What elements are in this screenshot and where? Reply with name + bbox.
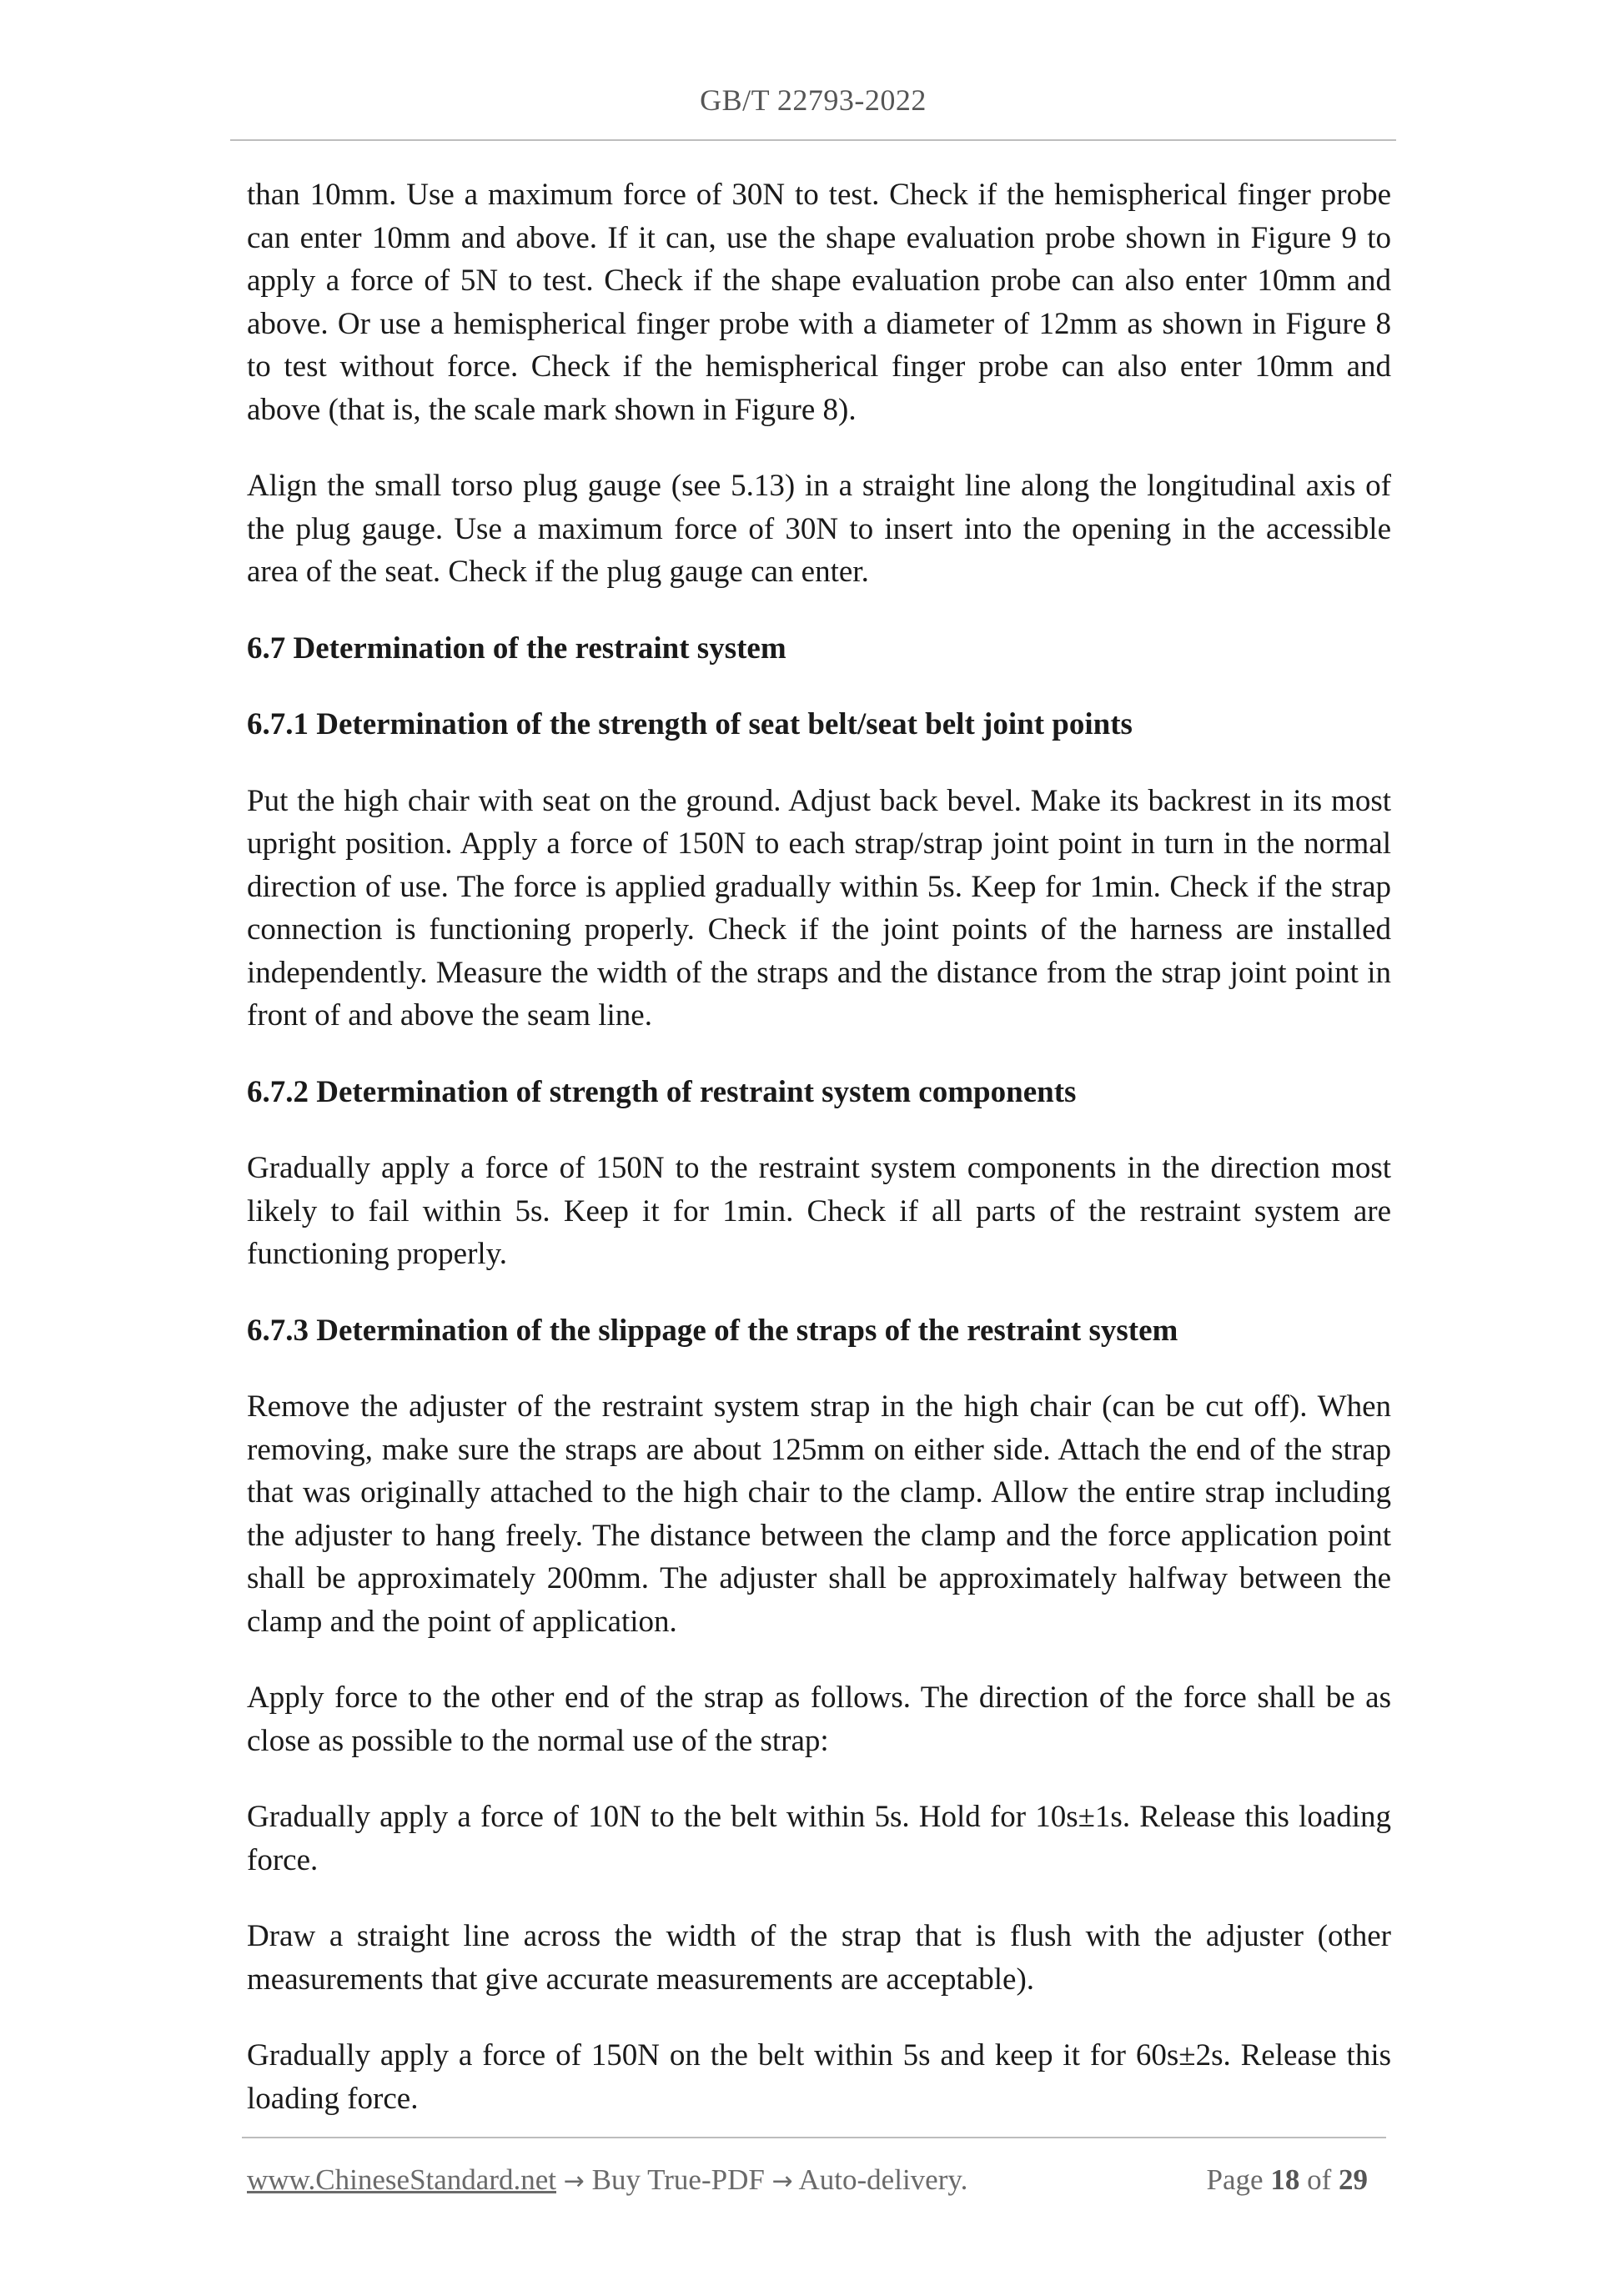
page-number <box>1207 2163 1368 2197</box>
auto-delivery-text: Auto-delivery. <box>798 2163 968 2196</box>
page-content <box>247 173 1391 2153</box>
document-code: GB/T 22793-2022 <box>700 83 927 117</box>
of-label: of <box>1307 2163 1332 2196</box>
paragraph: Gradually apply a force of 150N to the restraint system components in the direction most likely to fail within 5s. Keep it for 1min. Check if all parts of the restraint system are functioning properly. <box>247 1151 1391 1271</box>
arrow-right-icon: → <box>771 2167 793 2196</box>
subsection-heading: 6.7.2 Determination of strength of restraint system components <box>247 1074 1077 1109</box>
paragraph: Apply force to the other end of the strap as follows. The direction of the force shall be as close as possible to the normal use of the strap: <box>247 1681 1391 1758</box>
paragraph: Align the small torso plug gauge (see 5.13) in a straight line along the longitudinal axis of the plug gauge. Use a maximum force of 30N to insert into the opening in the accessible area of the seat. Check if the plug gauge can enter. <box>247 469 1391 589</box>
paragraph: than 10mm. Use a maximum force of 30N to test. Check if the hemispherical finger probe can enter 10mm and above. If it can, use the shape evaluation probe shown in Figure 9 to apply a force of 5N to test. Check if the shape evaluation probe can also enter 10mm and above. Or use a hemispherical finger probe with a diameter of 12mm as shown in Figure 8 to test without force. Check if the hemispherical finger probe can also enter 10mm and above (that is, the scale mark shown in Figure 8). <box>247 178 1391 427</box>
paragraph: Gradually apply a force of 10N to the belt within 5s. Hold for 10s±1s. Release this loading force. <box>247 1800 1391 1877</box>
paragraph: Put the high chair with seat on the ground. Adjust back bevel. Make its backrest in its most upright position. Apply a force of 150N to each strap/strap joint point in turn in the normal direction of use. The force is applied gradually within 5s. Keep for 1min. Check if the strap connection is functioning properly. Check if the joint points of the harness are installed independently. Measure the width of the straps and the distance from the strap joint point in front of and above the seam line. <box>247 783 1391 1032</box>
page-total: 29 <box>1339 2163 1368 2196</box>
paragraph: Gradually apply a force of 150N on the belt within 5s and keep it for 60s±2s. Release this loading force. <box>247 2038 1391 2116</box>
footer-promo <box>247 2163 967 2197</box>
page-label: Page <box>1206 2163 1264 2196</box>
buy-true-pdf-text: Buy True-PDF <box>591 2163 765 2196</box>
paragraph: Draw a straight line across the width of the strap that is flush with the adjuster (other measurements that give accurate measurements are acceptable). <box>247 1919 1391 1997</box>
page-current: 18 <box>1270 2163 1300 2196</box>
section-heading: 6.7 Determination of the restraint system <box>247 631 786 666</box>
arrow-right-icon: → <box>563 2167 585 2196</box>
subsection-heading: 6.7.1 Determination of the strength of seat belt/seat belt joint points <box>247 707 1133 741</box>
page-footer <box>242 2137 1386 2213</box>
subsection-heading: 6.7.3 Determination of the slippage of the straps of the restraint system <box>247 1313 1178 1348</box>
page-header <box>230 79 1396 141</box>
paragraph: Remove the adjuster of the restraint system strap in the high chair (can be cut off). When removing, make sure the straps are about 125mm on either side. Attach the end of the strap that was originally attached to the high chair to the clamp. Allow the entire strap including the adjuster to hang freely. The distance between the clamp and the force application point shall be approximately 200mm. The adjuster shall be approximately halfway between the clamp and the point of application. <box>247 1389 1391 1639</box>
website-link[interactable]: www.ChineseStandard.net <box>247 2163 556 2196</box>
